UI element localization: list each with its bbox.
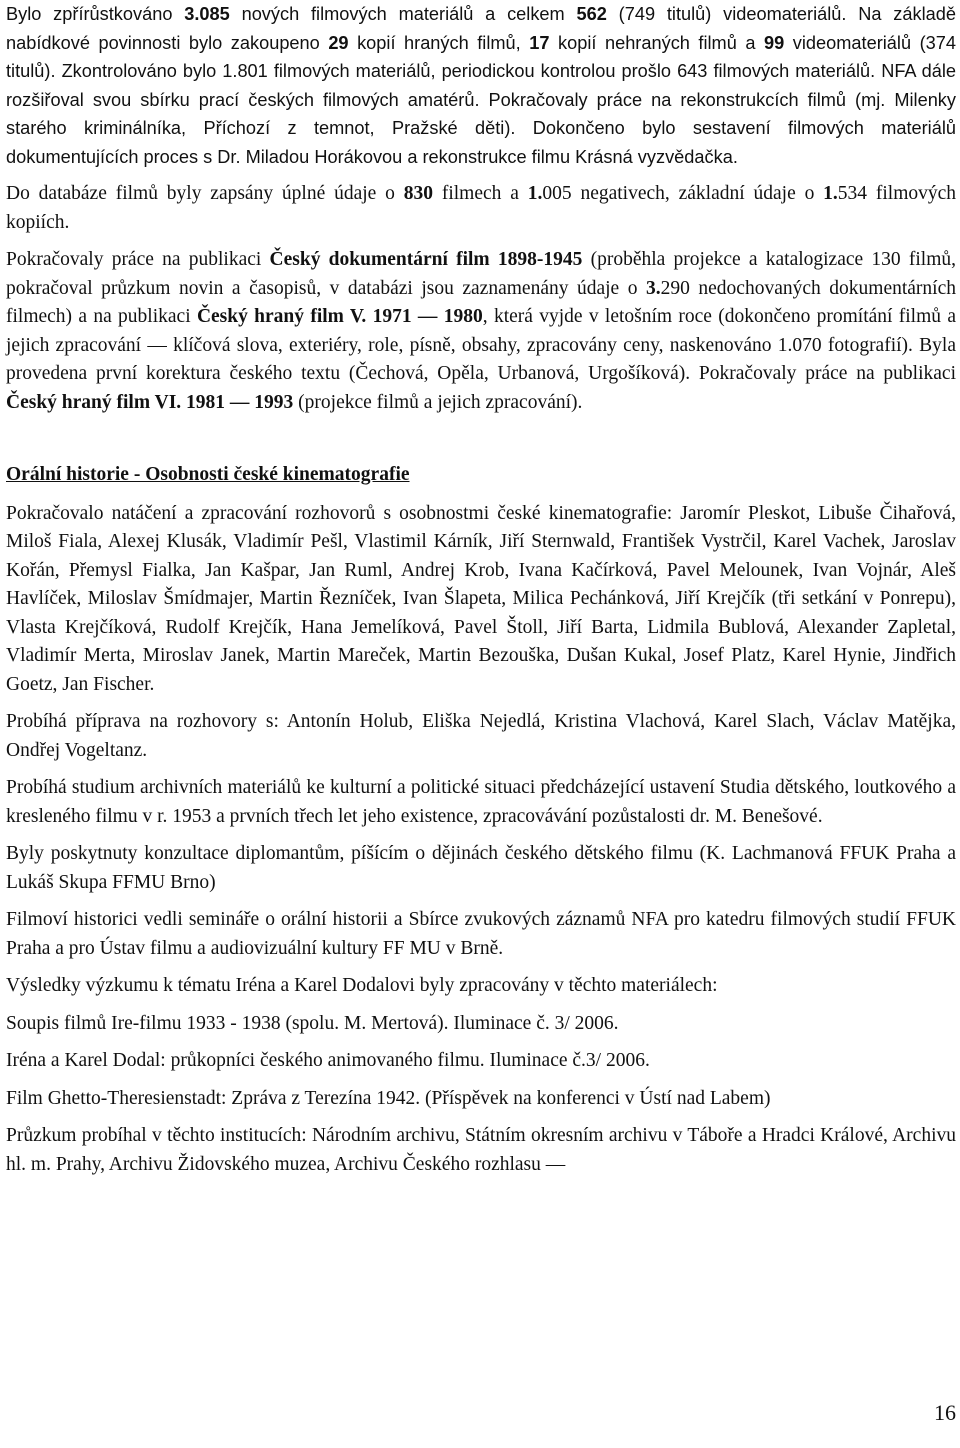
paragraph-preparing: Probíhá příprava na rozhovory s: Antonín Holub, Eliška Nejedlá, Kristina Vlachová, Karel Slach, Václav Matějka, Ondřej Vogeltanz. xyxy=(6,711,956,761)
bold-run: 1. xyxy=(527,183,543,204)
bold-run: Český dokumentární film 1898-1945 xyxy=(269,249,583,270)
paragraph-database: Do databáze filmů byly zapsány úplné údaje o 830 filmech a 1.005 negativech, základní údaje o 1.534 filmových kopiích. xyxy=(6,183,957,233)
bold-run: 1. xyxy=(823,183,838,204)
section-heading: Orální historie - Osobnosti české kinematografie xyxy=(6,464,410,485)
bold-run: 562 xyxy=(576,4,607,24)
paragraph-research: Průzkum probíhal v těchto institucích: Národním archivu, Státním okresním archivu v Táboře a Hradci Králové, Archivu hl. m. Prahy, Archivu Židovského muzea, Archivu Českého rozhlasu — xyxy=(6,1125,956,1175)
bold-run: Český hraný film VI. 1981 — 1993 xyxy=(6,391,294,413)
result-item-3: Film Ghetto-Theresienstadt: Zpráva z Terezína 1942. (Příspěvek na konferenci v Ústí nad Labem) xyxy=(6,1087,771,1109)
bold-run: 99 xyxy=(764,32,785,53)
bold-run: 29 xyxy=(328,32,349,53)
bold-run: 17 xyxy=(529,32,550,53)
result-item-1: Soupis filmů Ire-filmu 1933 - 1938 (spolu. M. Mertová). Iluminace č. 3/ 2006. xyxy=(6,1012,619,1034)
bold-run: Český hraný film V. 1971 — 1980 xyxy=(196,306,483,327)
result-item-2: Iréna a Karel Dodal: průkopníci českého animovaného filmu. Iluminace č.3/ 2006. xyxy=(6,1050,650,1071)
paragraph-acquisitions: Bylo zpřírůstkováno 3.085 nových filmových materiálů a celkem 562 (749 titulů) videomateriálů. Na základě nabídkové povinnosti bylo zakoupeno 29 kopií hraných filmů, 17 kopií nehraných filmů a 99 videomateriálů (374 titulů). Zkontrolováno bylo 1.801 filmových materiálů, periodickou kontrolou prošlo 643 filmových materiálů. NFA dále rozšiřoval svou sbírku prací českých filmových amatérů. Pokračovaly práce na rekonstrukcích filmů (mj. Milenky starého kriminálníka, Příchozí z temnot, Pražské děti). Dokončeno bylo sestavení filmových materiálů dokumentujících proces s Dr. Miladou Horákovou a rekonstrukce filmu Krásná vyzvědačka. xyxy=(6,4,956,167)
paragraph-results-intro: Výsledky výzkumu k tématu Iréna a Karel Dodalovi byly zpracovány v těchto materiálech: xyxy=(6,975,718,996)
document-page xyxy=(6,0,956,1179)
paragraph-archive-study: Probíhá studium archivních materiálů ke kulturní a politické situaci předcházející ustavení Studia dětského, loutkového a kresleného filmu v r. 1953 a prvních třech let jeho existence, zpracovávání pozůstalosti dr. M. Benešové. xyxy=(6,777,956,827)
paragraph-consultations: Byly poskytnuty konzultace diplomantům, píšícím o dějinách českého dětského filmu (K. Lachmanová FFUK Praha a Lukáš Skupa FFMU Brno) xyxy=(6,843,956,893)
bold-run: 3. xyxy=(646,277,661,299)
paragraph-publications: Pokračovaly práce na publikaci Český dokumentární film 1898-1945 (proběhla projekce a katalogizace 130 filmů, pokračoval průzkum novin a časopisů, v databázi jsou zaznamenány údaje o 3.290 nedochovaných dokumentárních filmech) a na publikaci Český hraný film V. 1971 — 1980, která vyjde v letošním roce (dokončeno promítání filmů a jejich zpracování — klíčová slova, exteriéry, role, písně, obsahy, zpracovány ceny, naskenováno 1.070 fotografií). Byla provedena první korektura českého textu (Čechová, Opěla, Urbanová, Urgošíková). Pokračovaly práce na publikaci Český hraný film VI. 1981 — 1993 (projekce filmů a jejich zpracování). xyxy=(6,249,956,413)
page-number: 16 xyxy=(934,1400,956,1425)
bold-run: 3.085 xyxy=(184,4,230,24)
paragraph-seminars: Filmoví historici vedli semináře o orální historii a Sbírce zvukových záznamů NFA pro katedru filmových studií FFUK Praha a pro Ústav filmu a audiovizuální kultury FF MU v Brně. xyxy=(6,909,956,959)
paragraph-interviews: Pokračovalo natáčení a zpracování rozhovorů s osobnostmi české kinematografie: Jaromír Pleskot, Libuše Čihařová, Miloš Fiala, Alexej Klusák, Vladimír Pešl, Vlastimil Kárník, Jiří Sternwald, František Vystrčil, Karel Vachek, Jaroslav Kořán, Přemysl Fialka, Jan Kašpar, Jan Ruml, Andrej Krob, Ivana Kačírková, Pavel Melounek, Ivan Vojnár, Aleš Havlíček, Miloslav Šmídmajer, Martin Řezníček, Ivan Šlapeta, Milica Pechánková, Jiří Krejčík (tři setkání v Ponrepu), Vlasta Krejčíková, Rudolf Krejčík, Hana Jemelíková, Pavel Štoll, Jiří Barta, Lidmila Bublová, Alexander Zapletal, Vladimír Merta, Miroslav Janek, Martin Mareček, Martin Bezouška, Dušan Kukal, Josef Platz, Karel Hynie, Jindřich Goetz, Jan Fischer. xyxy=(6,502,956,695)
bold-run: 830 xyxy=(403,183,433,204)
